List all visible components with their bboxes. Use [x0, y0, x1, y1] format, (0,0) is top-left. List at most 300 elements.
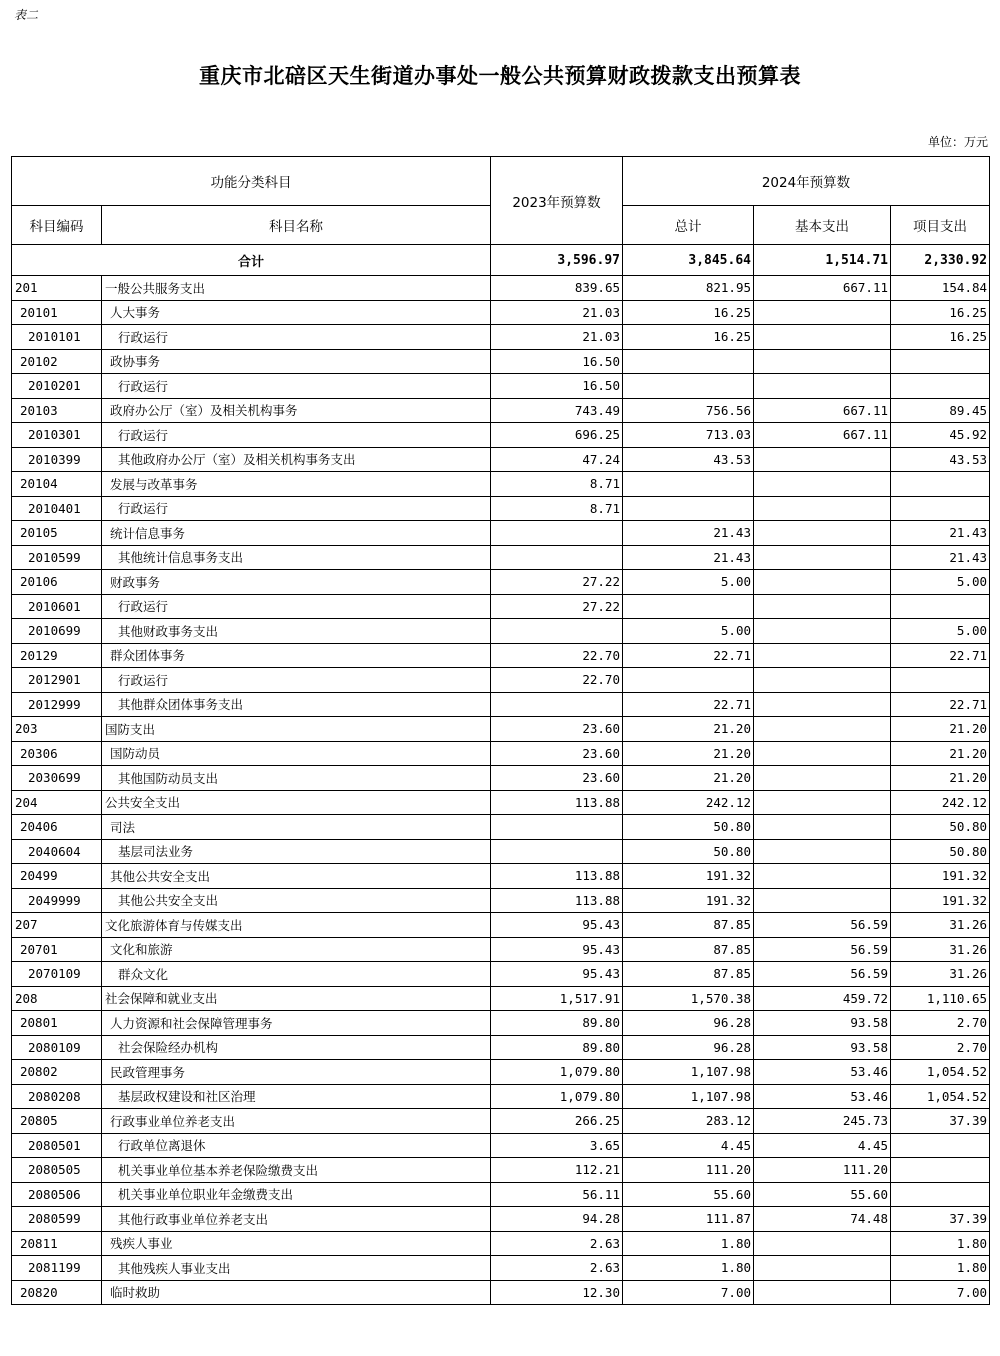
- subject-code: 2010599: [12, 545, 102, 570]
- budget-2024-basic-value: [754, 1280, 891, 1305]
- table-row: [12, 1231, 990, 1256]
- budget-2024-basic-value: [754, 643, 891, 668]
- budget-2024-project-value: 22.71: [891, 643, 990, 668]
- budget-2024-total-value: 21.20: [623, 717, 754, 742]
- budget-2024-total-value: 7.00: [623, 1280, 754, 1305]
- budget-2023-value: 1,079.80: [491, 1060, 623, 1085]
- budget-2024-basic-value: [754, 692, 891, 717]
- subject-name: 其他国防动员支出: [102, 766, 491, 791]
- budget-2024-basic-value: [754, 472, 891, 497]
- budget-2024-project-value: [891, 349, 990, 374]
- subject-code: 20499: [12, 864, 102, 889]
- unit-label: 单位：万元: [927, 135, 988, 149]
- budget-2024-project-value: 1,054.52: [891, 1060, 990, 1085]
- budget-2023-value: 113.88: [491, 864, 623, 889]
- budget-2024-total-value: 21.43: [623, 521, 754, 546]
- document-title: 重庆市北碚区天生街道办事处一般公共预算财政拨款支出预算表: [199, 63, 801, 88]
- subject-name: 司法: [102, 815, 491, 840]
- budget-2024-total-value: 21.43: [623, 545, 754, 570]
- budget-2024-total-value: 21.20: [623, 766, 754, 791]
- table-row: [12, 1084, 990, 1109]
- header-budget-2024: 2024年预算数: [623, 157, 990, 206]
- budget-2023-value: 47.24: [491, 447, 623, 472]
- budget-2023-value: 21.03: [491, 300, 623, 325]
- budget-2024-project-value: 5.00: [891, 619, 990, 644]
- budget-2024-basic-value: [754, 325, 891, 350]
- subject-code: 20101: [12, 300, 102, 325]
- budget-2024-total-value: 1.80: [623, 1231, 754, 1256]
- budget-2024-basic-value: [754, 374, 891, 399]
- budget-2023-value: 2.63: [491, 1256, 623, 1281]
- budget-2024-total-value: 96.28: [623, 1035, 754, 1060]
- budget-2024-basic-value: [754, 545, 891, 570]
- budget-2024-project-value: 1,110.65: [891, 986, 990, 1011]
- subject-name: 国防动员: [102, 741, 491, 766]
- subject-code: 2010301: [12, 423, 102, 448]
- budget-2024-total-value: 1,570.38: [623, 986, 754, 1011]
- table-row: [12, 1109, 990, 1134]
- budget-2024-total-value: [623, 594, 754, 619]
- budget-2024-basic-value: 4.45: [754, 1133, 891, 1158]
- table-row: [12, 570, 990, 595]
- budget-2023-value: 696.25: [491, 423, 623, 448]
- budget-2024-project-value: 31.26: [891, 937, 990, 962]
- subject-code: 2010399: [12, 447, 102, 472]
- subject-name: 人力资源和社会保障管理事务: [102, 1011, 491, 1036]
- budget-2024-basic-value: [754, 766, 891, 791]
- subject-name: 行政运行: [102, 325, 491, 350]
- table-body: [12, 245, 990, 1305]
- table-row: [12, 300, 990, 325]
- subject-code: 20104: [12, 472, 102, 497]
- budget-2024-basic-value: 93.58: [754, 1011, 891, 1036]
- subject-name: 行政运行: [102, 496, 491, 521]
- budget-2024-total-value: 87.85: [623, 962, 754, 987]
- total-2024-total: 3,845.64: [623, 245, 754, 276]
- subject-code: 204: [12, 790, 102, 815]
- budget-2024-basic-value: [754, 447, 891, 472]
- budget-2023-value: 22.70: [491, 643, 623, 668]
- table-row: [12, 521, 990, 546]
- budget-2024-total-value: [623, 668, 754, 693]
- subject-name: 国防支出: [102, 717, 491, 742]
- budget-2023-value: [491, 619, 623, 644]
- budget-2024-basic-value: 56.59: [754, 962, 891, 987]
- subject-name: 其他政府办公厅（室）及相关机构事务支出: [102, 447, 491, 472]
- budget-2024-project-value: 5.00: [891, 570, 990, 595]
- subject-name: 临时救助: [102, 1280, 491, 1305]
- budget-2024-project-value: 45.92: [891, 423, 990, 448]
- budget-2024-total-value: 4.45: [623, 1133, 754, 1158]
- budget-2023-value: 266.25: [491, 1109, 623, 1134]
- table-row: [12, 472, 990, 497]
- budget-2024-basic-value: 245.73: [754, 1109, 891, 1134]
- budget-2023-value: 95.43: [491, 937, 623, 962]
- budget-2023-value: [491, 692, 623, 717]
- table-row: [12, 398, 990, 423]
- subject-name: 政府办公厅（室）及相关机构事务: [102, 398, 491, 423]
- subject-code: 2010101: [12, 325, 102, 350]
- subject-code: 20406: [12, 815, 102, 840]
- subject-code: 2030699: [12, 766, 102, 791]
- budget-2024-basic-value: 667.11: [754, 276, 891, 301]
- subject-name: 统计信息事务: [102, 521, 491, 546]
- budget-table: [11, 156, 990, 1305]
- budget-2024-project-value: 37.39: [891, 1109, 990, 1134]
- subject-code: 2070109: [12, 962, 102, 987]
- subject-code: 2010401: [12, 496, 102, 521]
- subject-name: 其他公共安全支出: [102, 888, 491, 913]
- table-row: [12, 276, 990, 301]
- budget-2024-total-value: 50.80: [623, 815, 754, 840]
- table-row: [12, 913, 990, 938]
- table-row: [12, 815, 990, 840]
- subject-name: 社会保险经办机构: [102, 1035, 491, 1060]
- table-row: [12, 349, 990, 374]
- budget-2024-project-value: [891, 1133, 990, 1158]
- budget-2024-total-value: 191.32: [623, 888, 754, 913]
- subject-name: 行政事业单位养老支出: [102, 1109, 491, 1134]
- subject-name: 其他群众团体事务支出: [102, 692, 491, 717]
- budget-2024-basic-value: [754, 1231, 891, 1256]
- subject-code: 2040604: [12, 839, 102, 864]
- table-row: [12, 423, 990, 448]
- subject-name: 其他统计信息事务支出: [102, 545, 491, 570]
- budget-2024-total-value: 43.53: [623, 447, 754, 472]
- header-project: 项目支出: [891, 206, 990, 245]
- budget-2024-total-value: 22.71: [623, 643, 754, 668]
- budget-2024-project-value: 21.20: [891, 766, 990, 791]
- subject-name: 发展与改革事务: [102, 472, 491, 497]
- budget-2024-basic-value: [754, 594, 891, 619]
- subject-code: 20129: [12, 643, 102, 668]
- budget-2024-total-value: 1.80: [623, 1256, 754, 1281]
- budget-2024-project-value: 242.12: [891, 790, 990, 815]
- table-row: [12, 1158, 990, 1183]
- budget-2024-project-value: [891, 594, 990, 619]
- subject-name: 行政运行: [102, 668, 491, 693]
- budget-2024-basic-value: 74.48: [754, 1207, 891, 1232]
- budget-2024-total-value: 96.28: [623, 1011, 754, 1036]
- budget-2024-total-value: 111.20: [623, 1158, 754, 1183]
- budget-2024-basic-value: [754, 496, 891, 521]
- subject-name: 基层司法业务: [102, 839, 491, 864]
- subject-name: 群众文化: [102, 962, 491, 987]
- budget-2023-value: 27.22: [491, 570, 623, 595]
- budget-2023-value: [491, 815, 623, 840]
- budget-2024-total-value: [623, 349, 754, 374]
- subject-name: 文化旅游体育与传媒支出: [102, 913, 491, 938]
- budget-2024-project-value: [891, 496, 990, 521]
- budget-2024-project-value: [891, 472, 990, 497]
- budget-2024-project-value: 37.39: [891, 1207, 990, 1232]
- budget-2024-project-value: 22.71: [891, 692, 990, 717]
- budget-2024-project-value: 16.25: [891, 300, 990, 325]
- table-row: [12, 447, 990, 472]
- budget-2024-basic-value: 53.46: [754, 1060, 891, 1085]
- subject-code: 2010699: [12, 619, 102, 644]
- subject-name: 行政单位离退休: [102, 1133, 491, 1158]
- budget-2024-total-value: 87.85: [623, 913, 754, 938]
- subject-code: 2080599: [12, 1207, 102, 1232]
- budget-2023-value: 22.70: [491, 668, 623, 693]
- budget-2023-value: 113.88: [491, 888, 623, 913]
- budget-2024-total-value: [623, 374, 754, 399]
- subject-name: 机关事业单位职业年金缴费支出: [102, 1182, 491, 1207]
- budget-2023-value: 27.22: [491, 594, 623, 619]
- budget-2024-total-value: 191.32: [623, 864, 754, 889]
- budget-2024-total-value: 283.12: [623, 1109, 754, 1134]
- table-row: [12, 643, 990, 668]
- budget-2024-total-value: 713.03: [623, 423, 754, 448]
- budget-2024-total-value: 55.60: [623, 1182, 754, 1207]
- header-basic: 基本支出: [754, 206, 891, 245]
- subject-name: 其他行政事业单位养老支出: [102, 1207, 491, 1232]
- table-row: [12, 374, 990, 399]
- budget-2024-basic-value: [754, 815, 891, 840]
- subject-code: 20105: [12, 521, 102, 546]
- table-row: [12, 325, 990, 350]
- budget-2023-value: 23.60: [491, 766, 623, 791]
- table-row: [12, 741, 990, 766]
- header-budget-2023: 2023年预算数: [491, 157, 623, 245]
- header-total: 总计: [623, 206, 754, 245]
- subject-code: 2080506: [12, 1182, 102, 1207]
- subject-name: 行政运行: [102, 594, 491, 619]
- subject-code: 2049999: [12, 888, 102, 913]
- subject-name: 群众团体事务: [102, 643, 491, 668]
- subject-code: 20820: [12, 1280, 102, 1305]
- subject-name: 一般公共服务支出: [102, 276, 491, 301]
- budget-2023-value: 1,079.80: [491, 1084, 623, 1109]
- budget-2024-basic-value: 667.11: [754, 423, 891, 448]
- budget-2024-project-value: 1.80: [891, 1256, 990, 1281]
- budget-2024-total-value: 5.00: [623, 570, 754, 595]
- budget-2024-basic-value: 111.20: [754, 1158, 891, 1183]
- subject-code: 2081199: [12, 1256, 102, 1281]
- subject-name: 基层政权建设和社区治理: [102, 1084, 491, 1109]
- table-row: [12, 1182, 990, 1207]
- budget-2024-basic-value: 55.60: [754, 1182, 891, 1207]
- budget-2023-value: 89.80: [491, 1011, 623, 1036]
- budget-2024-project-value: 43.53: [891, 447, 990, 472]
- subject-code: 2010601: [12, 594, 102, 619]
- budget-2024-basic-value: 459.72: [754, 986, 891, 1011]
- budget-2024-total-value: 5.00: [623, 619, 754, 644]
- page-label: 表二: [14, 8, 39, 22]
- budget-2024-basic-value: [754, 1256, 891, 1281]
- total-2024-basic: 1,514.71: [754, 245, 891, 276]
- table-row: [12, 1035, 990, 1060]
- budget-2024-basic-value: [754, 521, 891, 546]
- subject-code: 2010201: [12, 374, 102, 399]
- table-row: [12, 717, 990, 742]
- budget-2024-project-value: 89.45: [891, 398, 990, 423]
- budget-2023-value: 56.11: [491, 1182, 623, 1207]
- subject-code: 2080109: [12, 1035, 102, 1060]
- subject-code: 2012999: [12, 692, 102, 717]
- subject-code: 20801: [12, 1011, 102, 1036]
- subject-name: 文化和旅游: [102, 937, 491, 962]
- budget-2024-total-value: 16.25: [623, 325, 754, 350]
- subject-code: 20805: [12, 1109, 102, 1134]
- budget-2024-project-value: 191.32: [891, 864, 990, 889]
- budget-2024-project-value: 21.43: [891, 521, 990, 546]
- budget-2023-value: 23.60: [491, 741, 623, 766]
- table-row: [12, 619, 990, 644]
- table-row: [12, 1011, 990, 1036]
- budget-2024-project-value: 31.26: [891, 913, 990, 938]
- budget-2024-basic-value: [754, 300, 891, 325]
- budget-2023-value: [491, 521, 623, 546]
- budget-2024-project-value: 16.25: [891, 325, 990, 350]
- budget-2023-value: [491, 839, 623, 864]
- budget-2024-total-value: 21.20: [623, 741, 754, 766]
- budget-2024-basic-value: 93.58: [754, 1035, 891, 1060]
- budget-2024-project-value: 191.32: [891, 888, 990, 913]
- table-row: [12, 1133, 990, 1158]
- budget-2024-project-value: 21.20: [891, 717, 990, 742]
- budget-2024-basic-value: 56.59: [754, 937, 891, 962]
- budget-2024-project-value: 7.00: [891, 1280, 990, 1305]
- budget-2023-value: 1,517.91: [491, 986, 623, 1011]
- total-label: 合计: [12, 245, 491, 276]
- budget-2023-value: 8.71: [491, 472, 623, 497]
- table-row: [12, 692, 990, 717]
- table-row: [12, 864, 990, 889]
- budget-2023-value: 89.80: [491, 1035, 623, 1060]
- budget-2024-basic-value: [754, 864, 891, 889]
- budget-2023-value: 839.65: [491, 276, 623, 301]
- budget-2024-project-value: 2.70: [891, 1011, 990, 1036]
- table-row: [12, 1060, 990, 1085]
- table-row: [12, 545, 990, 570]
- subject-name: 其他公共安全支出: [102, 864, 491, 889]
- budget-2024-total-value: 22.71: [623, 692, 754, 717]
- budget-2024-total-value: 16.25: [623, 300, 754, 325]
- subject-code: 2080501: [12, 1133, 102, 1158]
- subject-code: 20701: [12, 937, 102, 962]
- table-row: [12, 594, 990, 619]
- budget-2024-basic-value: [754, 717, 891, 742]
- subject-code: 2080208: [12, 1084, 102, 1109]
- budget-2024-project-value: 1.80: [891, 1231, 990, 1256]
- budget-2023-value: 113.88: [491, 790, 623, 815]
- budget-2024-project-value: [891, 374, 990, 399]
- subject-name: 民政管理事务: [102, 1060, 491, 1085]
- subject-code: 208: [12, 986, 102, 1011]
- budget-2024-basic-value: [754, 570, 891, 595]
- budget-2023-value: 95.43: [491, 962, 623, 987]
- table-row: [12, 766, 990, 791]
- budget-2024-basic-value: [754, 888, 891, 913]
- budget-2023-value: 2.63: [491, 1231, 623, 1256]
- budget-2023-value: 16.50: [491, 374, 623, 399]
- budget-2024-project-value: 1,054.52: [891, 1084, 990, 1109]
- budget-2024-basic-value: [754, 790, 891, 815]
- subject-name: 机关事业单位基本养老保险缴费支出: [102, 1158, 491, 1183]
- total-row: [12, 245, 990, 276]
- subject-name: 社会保障和就业支出: [102, 986, 491, 1011]
- header-code: 科目编码: [12, 206, 102, 245]
- header-functional-category: 功能分类科目: [12, 157, 491, 206]
- subject-code: 20802: [12, 1060, 102, 1085]
- budget-2024-total-value: 756.56: [623, 398, 754, 423]
- table-row: [12, 790, 990, 815]
- table-row: [12, 668, 990, 693]
- budget-2024-total-value: 1,107.98: [623, 1060, 754, 1085]
- budget-2024-project-value: 21.20: [891, 741, 990, 766]
- table-row: [12, 496, 990, 521]
- table-row: [12, 1207, 990, 1232]
- table-row: [12, 1280, 990, 1305]
- total-2023: 3,596.97: [491, 245, 623, 276]
- table-row: [12, 986, 990, 1011]
- table-row: [12, 839, 990, 864]
- budget-2024-basic-value: [754, 349, 891, 374]
- budget-2024-project-value: 21.43: [891, 545, 990, 570]
- budget-2024-project-value: [891, 1158, 990, 1183]
- budget-2023-value: 21.03: [491, 325, 623, 350]
- subject-code: 203: [12, 717, 102, 742]
- budget-2024-total-value: 242.12: [623, 790, 754, 815]
- budget-2023-value: [491, 545, 623, 570]
- budget-2024-basic-value: 53.46: [754, 1084, 891, 1109]
- budget-2023-value: 3.65: [491, 1133, 623, 1158]
- subject-code: 207: [12, 913, 102, 938]
- subject-name: 政协事务: [102, 349, 491, 374]
- budget-2023-value: 16.50: [491, 349, 623, 374]
- subject-code: 2080505: [12, 1158, 102, 1183]
- subject-code: 20306: [12, 741, 102, 766]
- subject-name: 人大事务: [102, 300, 491, 325]
- budget-2024-total-value: 50.80: [623, 839, 754, 864]
- budget-2023-value: 95.43: [491, 913, 623, 938]
- budget-2024-project-value: 31.26: [891, 962, 990, 987]
- subject-code: 20103: [12, 398, 102, 423]
- budget-2023-value: 743.49: [491, 398, 623, 423]
- table-row: [12, 888, 990, 913]
- budget-2024-project-value: [891, 1182, 990, 1207]
- budget-2024-basic-value: [754, 741, 891, 766]
- header-name: 科目名称: [102, 206, 491, 245]
- table-row: [12, 937, 990, 962]
- budget-2024-total-value: 111.87: [623, 1207, 754, 1232]
- budget-2024-total-value: [623, 496, 754, 521]
- budget-2024-basic-value: 56.59: [754, 913, 891, 938]
- budget-2024-project-value: 50.80: [891, 839, 990, 864]
- budget-2023-value: 12.30: [491, 1280, 623, 1305]
- subject-code: 20106: [12, 570, 102, 595]
- budget-2024-basic-value: [754, 668, 891, 693]
- table-row: [12, 1256, 990, 1281]
- budget-2023-value: 94.28: [491, 1207, 623, 1232]
- budget-2024-total-value: 821.95: [623, 276, 754, 301]
- subject-name: 残疾人事业: [102, 1231, 491, 1256]
- budget-2024-total-value: [623, 472, 754, 497]
- budget-2024-basic-value: [754, 839, 891, 864]
- budget-2024-project-value: 50.80: [891, 815, 990, 840]
- subject-code: 20102: [12, 349, 102, 374]
- budget-2023-value: 112.21: [491, 1158, 623, 1183]
- budget-2024-project-value: [891, 668, 990, 693]
- budget-2024-total-value: 87.85: [623, 937, 754, 962]
- subject-name: 其他财政事务支出: [102, 619, 491, 644]
- budget-2024-total-value: 1,107.98: [623, 1084, 754, 1109]
- budget-2023-value: 23.60: [491, 717, 623, 742]
- subject-name: 行政运行: [102, 423, 491, 448]
- subject-name: 其他残疾人事业支出: [102, 1256, 491, 1281]
